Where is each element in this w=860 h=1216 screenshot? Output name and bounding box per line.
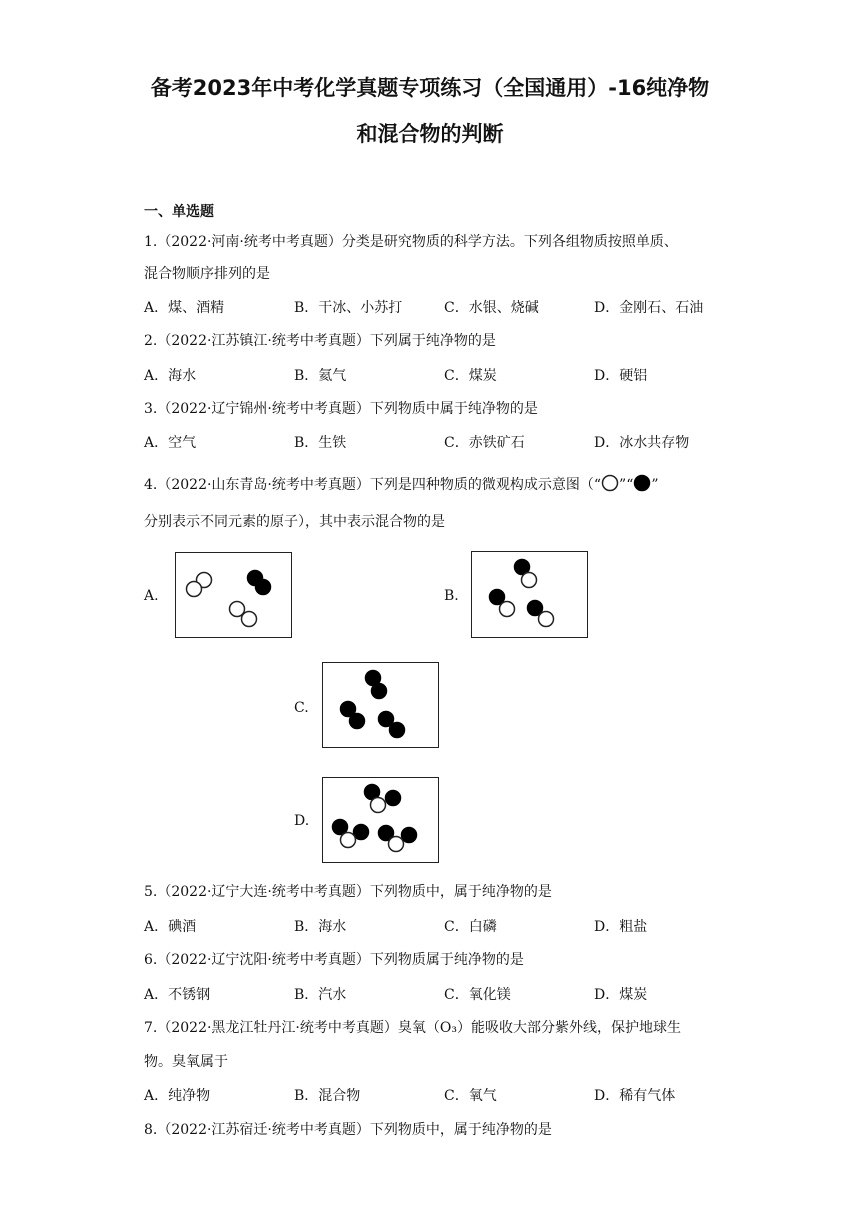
q4-figure-b (471, 551, 588, 638)
q1-option-a: A．煤、酒精 (144, 300, 225, 316)
q2-stem: 2.（2022·江苏镇江·统考中考真题）下列属于纯净物的是 (144, 333, 496, 349)
q7-option-d: D．稀有气体 (594, 1088, 676, 1104)
q6-option-d: D．煤炭 (594, 987, 648, 1003)
q4-figure-d-label: D. (294, 813, 310, 829)
molecule-diagram-c (323, 663, 440, 749)
q6-option-c: C．氧化镁 (444, 987, 511, 1003)
q4-figure-a (175, 552, 292, 638)
q5-option-d: D．粗盐 (594, 919, 648, 935)
q7-option-a: A．纯净物 (144, 1088, 211, 1104)
q2-option-b: B．氦气 (294, 368, 347, 384)
q4-figure-c-label: C. (294, 700, 309, 716)
q3-option-c: C．赤铁矿石 (444, 435, 525, 451)
q4-figure-d (322, 777, 439, 863)
q3-option-d: D．冰水共存物 (594, 435, 690, 451)
q3-stem: 3.（2022·辽宁锦州·统考中考真题）下列物质中属于纯净物的是 (144, 401, 538, 417)
q1-option-b: B．干冰、小苏打 (294, 300, 403, 316)
q4-stem-mid: ”“ (619, 477, 634, 493)
q3-option-b: B．生铁 (294, 435, 347, 451)
q5-option-b: B．海水 (294, 919, 347, 935)
q1-stem-line-2: 混合物顺序排列的是 (144, 266, 270, 282)
q6-option-a: A．不锈钢 (144, 987, 211, 1003)
q8-stem: 8.（2022·江苏宿迁·统考中考真题）下列物质中，属于纯净物的是 (144, 1122, 552, 1138)
black-atom-icon (633, 474, 651, 492)
q7-option-b: B．混合物 (294, 1088, 361, 1104)
q4-stem-line-2: 分别表示不同元素的原子），其中表示混合物的是 (144, 514, 445, 530)
molecule-diagram-b (472, 552, 589, 639)
q7-stem-line-1: 7.（2022·黑龙江牡丹江·统考中考真题）臭氧（O₃）能吸收大部分紫外线，保护地球生 (144, 1020, 681, 1036)
q4-figure-c (322, 662, 439, 748)
q2-option-c: C．煤炭 (444, 368, 497, 384)
q5-option-c: C．白磷 (444, 919, 497, 935)
q4-stem-end: ” (651, 477, 659, 493)
q6-option-b: B．汽水 (294, 987, 347, 1003)
section-heading: 一、单选题 (144, 204, 214, 220)
q4-figure-a-label: A. (144, 588, 159, 604)
white-atom-icon (601, 474, 619, 492)
q3-option-a: A．空气 (144, 435, 197, 451)
q4-stem-line-1 (144, 474, 659, 495)
q1-stem-line-1: 1.（2022·河南·统考中考真题）分类是研究物质的科学方法。下列各组物质按照单质、 (144, 234, 678, 250)
q7-stem-line-2: 物。臭氧属于 (144, 1054, 228, 1070)
page-title-line-1: 备考2023年中考化学真题专项练习（全国通用）-16纯净物 (150, 76, 710, 100)
molecule-diagram-d (323, 778, 440, 864)
q2-option-d: D．硬铝 (594, 368, 648, 384)
q5-stem: 5.（2022·辽宁大连·统考中考真题）下列物质中，属于纯净物的是 (144, 884, 552, 900)
page-title-line-2: 和混合物的判断 (356, 122, 504, 146)
q1-option-d: D．金刚石、石油 (594, 300, 704, 316)
q2-option-a: A．海水 (144, 368, 197, 384)
q4-figure-b-label: B. (444, 588, 459, 604)
q1-option-c: C．水银、烧碱 (444, 300, 539, 316)
q5-option-a: A．碘酒 (144, 919, 197, 935)
q6-stem: 6.（2022·辽宁沈阳·统考中考真题）下列物质属于纯净物的是 (144, 952, 524, 968)
q7-option-c: C．氧气 (444, 1088, 497, 1104)
q4-stem-prefix: 4.（2022·山东青岛·统考中考真题）下列是四种物质的微观构成示意图（“ (144, 477, 602, 493)
molecule-diagram-a (176, 553, 293, 639)
